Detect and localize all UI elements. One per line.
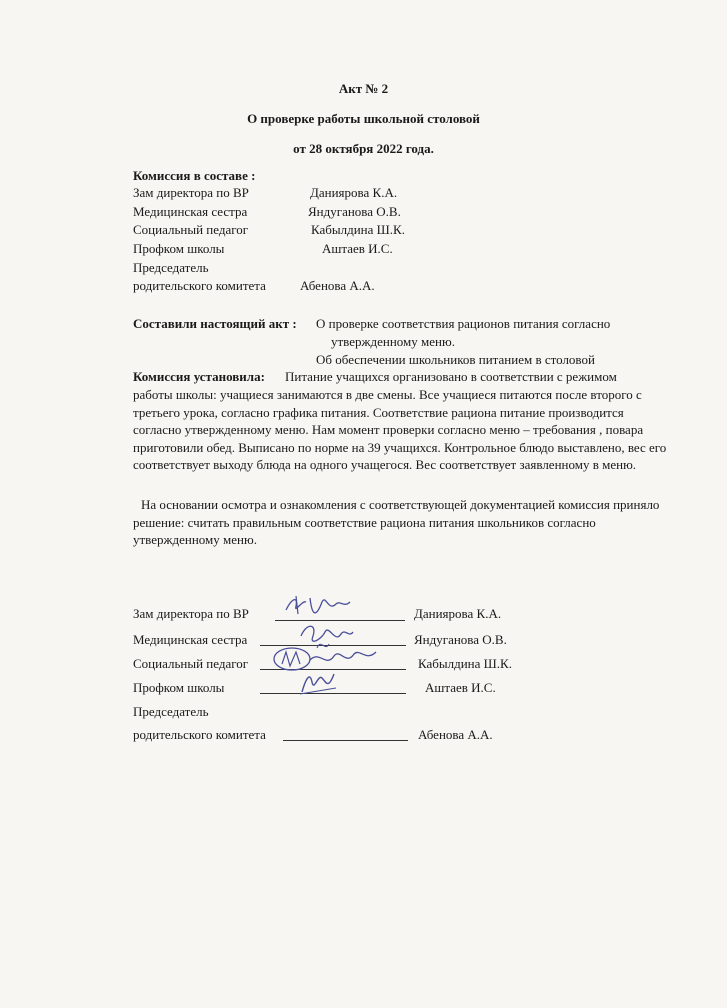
signature-role: Зам директора по ВР — [133, 606, 249, 621]
signature-role: Председатель — [133, 704, 209, 719]
act-title: Акт № 2 — [338, 81, 389, 96]
member-role: Зам директора по ВР — [133, 185, 249, 200]
member-role: Медицинская сестра — [133, 204, 248, 219]
member-name: Кабылдина Ш.К. — [311, 222, 405, 237]
member-name: Аштаев И.С. — [322, 241, 393, 256]
established-label: Комиссия установила: — [133, 369, 265, 384]
member-name: Яндуганова О.В. — [308, 204, 401, 219]
signature-role: родительского комитета — [133, 727, 266, 742]
signature-name: Абенова А.А. — [418, 727, 493, 742]
signature-line — [283, 740, 408, 741]
member-role: Социальный педагог — [133, 222, 249, 237]
member-role: родительского комитета — [133, 278, 266, 293]
member-name: Абенова А.А. — [300, 278, 375, 293]
signature-name: Аштаев И.С. — [425, 680, 496, 695]
signature-name: Яндуганова О.В. — [414, 632, 507, 647]
established-text: работы школы: учащиеся занимаются в две смены. Все учащиеся питаются после второго с третьего урока, согласно графика питания. Соответствие рациона питание производится согласно утвержденному меню. Нам момент проверки согласно меню – требования , повара приготовили обед. Выписано по норме на 39 учащихся. Контрольное блюдо выставлено, вес его соответствует выходу блюда на одного учащегося. Вес соответствует заявленному в меню. — [133, 387, 667, 473]
decision-text: На основании осмотра и ознакомления с соответствующей документацией комиссия приняло решение: считать правильным соответствие рациона питания школьников согласно утвержденному меню. — [133, 497, 660, 548]
signature-mark — [296, 668, 340, 698]
signature-name: Кабылдина Ш.К. — [418, 656, 512, 671]
member-role: Профком школы — [133, 241, 225, 256]
act-date: от 28 октября 2022 года. — [293, 141, 434, 156]
commission-heading: Комиссия в составе : — [133, 168, 256, 183]
signature-role: Медицинская сестра — [133, 632, 248, 647]
compiled-line: утвержденному меню. — [331, 334, 455, 349]
signature-name: Даниярова К.А. — [414, 606, 502, 621]
member-role: Председатель — [133, 260, 209, 275]
act-subtitle: О проверке работы школьной столовой — [247, 111, 480, 126]
signature-role: Профком школы — [133, 680, 225, 695]
established-first-line: Питание учащихся организовано в соответствии с режимом — [285, 369, 617, 384]
compiled-label: Составили настоящий акт : — [133, 316, 297, 331]
compiled-line: Об обеспечении школьников питанием в столовой — [316, 352, 595, 367]
member-name: Даниярова К.А. — [310, 185, 398, 200]
signature-role: Социальный педагог — [133, 656, 249, 671]
compiled-line: О проверке соответствия рационов питания согласно — [316, 316, 611, 331]
